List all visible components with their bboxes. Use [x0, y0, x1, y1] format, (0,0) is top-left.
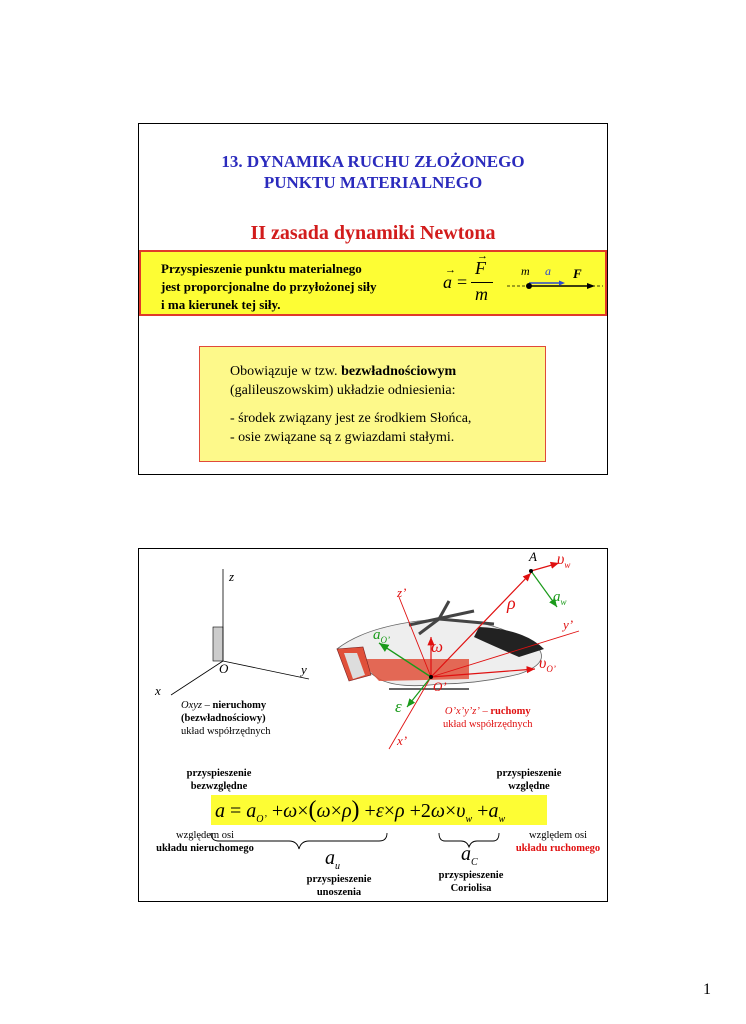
vw-symbol: υ: [557, 551, 565, 568]
f-times1: ×: [297, 800, 309, 822]
au-a: a: [325, 847, 335, 869]
fixed-axes-line1: względem osi: [175, 830, 235, 841]
moving-frame-type: ruchomy: [490, 706, 531, 717]
info-bullet1: - środek związany jest ze środkiem Słońca,: [230, 411, 472, 426]
f-times3: ×: [383, 800, 395, 822]
f-plus4: +: [477, 800, 489, 822]
aO-sub: O’: [380, 635, 390, 645]
omega-label: ω: [431, 637, 444, 656]
axis-z-prime-label: z’: [397, 585, 407, 600]
f-omega1: ω: [283, 800, 298, 822]
fixed-frame-caption: [181, 699, 271, 738]
moving-frame-dash: –: [479, 706, 491, 717]
transport-line2: unoszenia: [316, 887, 362, 898]
absolute-accel-line1: przyspieszenie: [186, 768, 252, 779]
fixed-frame-dash: –: [202, 700, 213, 711]
slide-title-line1: 13. DYNAMIKA RUCHU ZŁOŻONEGO: [221, 152, 525, 171]
au-sub: u: [335, 861, 340, 872]
force-diagram: [507, 260, 607, 300]
velocity-vw-label: [557, 551, 570, 570]
fixed-frame-name: Oxyz: [181, 700, 202, 711]
info-line1: [230, 362, 471, 381]
transport-accel-symbol: [325, 847, 340, 872]
slide-title-line2: PUNKTU MATERIALNEGO: [263, 173, 483, 192]
moving-axes-line1: względem osi: [528, 830, 588, 841]
info-line1-pre: Obowiązuje w tzw.: [230, 364, 342, 379]
fixed-axes-caption: [145, 829, 265, 855]
aw-symbol: a: [553, 589, 561, 605]
aw-sub: w: [560, 597, 567, 607]
f-rparen: ): [351, 797, 360, 823]
moving-frame-caption: [443, 705, 533, 731]
vO-sub: O’: [546, 664, 556, 675]
velocity-vO-label: [539, 655, 556, 674]
f-a: a: [215, 800, 225, 822]
diagram-a: a: [545, 264, 551, 278]
rho-label: ρ: [507, 593, 516, 613]
coriolis-accel-caption: [421, 869, 521, 895]
info-text: [230, 362, 471, 447]
axis-z-label: z: [229, 569, 235, 584]
axis-y-label: y: [301, 662, 307, 677]
axis-y-prime-label: y’: [563, 617, 574, 632]
transport-accel-caption: [289, 873, 389, 899]
epsilon-label: ε: [395, 697, 402, 716]
law-line3: i ma kierunek tej siły.: [161, 297, 281, 312]
axis-x-prime-label: x’: [397, 733, 408, 748]
f-v-sub: w: [465, 814, 473, 825]
f-two: 2: [420, 800, 431, 822]
vO-symbol: υ: [539, 655, 547, 672]
f-omega3: ω: [430, 800, 446, 822]
newton-law-box: [139, 250, 607, 316]
inertial-frame-box: [199, 346, 546, 462]
f-aw: a: [488, 800, 499, 822]
slide-composite-motion: [138, 548, 608, 902]
f-aO-sub: O’: [256, 814, 267, 825]
f-rho1: ρ: [341, 800, 352, 822]
f-v: υ: [456, 800, 466, 822]
fixed-frame-inertial: (bezwładnościowy): [181, 713, 266, 724]
relative-accel-line2: względne: [508, 781, 550, 792]
diagram-m: m: [521, 264, 530, 278]
slide-subtitle: II zasada dynamiki Newtona: [250, 222, 496, 244]
f-eps: ε: [375, 800, 384, 822]
coriolis-accel-symbol: [461, 843, 478, 868]
moving-frame-desc: układ współrzędnych: [443, 719, 533, 730]
f-lparen: (: [308, 797, 317, 823]
diagram-F: F: [573, 266, 582, 281]
moving-frame-name: O’x’y’z’: [444, 706, 480, 717]
f-rho2: ρ: [395, 800, 405, 822]
newton-formula: [441, 250, 501, 308]
law-line1: Przyspieszenie punktu materialnego: [161, 261, 362, 276]
f-times2: ×: [330, 800, 342, 822]
f-omega2: ω: [316, 800, 331, 822]
info-line1-bold: bezwładnościowym: [341, 364, 457, 379]
fixed-frame-type: nieruchomy: [212, 700, 267, 711]
f-times4: ×: [445, 800, 457, 822]
origin-O-prime-label: O’: [433, 679, 447, 694]
f-aw-sub: w: [498, 814, 506, 825]
fraction-bar: [471, 282, 493, 283]
slide-newton-law: [138, 123, 608, 475]
vector-arrow-icon: →: [445, 264, 456, 276]
f-aO: a: [246, 800, 257, 822]
coriolis-line1: przyspieszenie: [438, 870, 504, 881]
moving-axes-line2: układu ruchomego: [515, 843, 601, 854]
accel-aO-label: [373, 627, 390, 645]
absolute-accel-line2: bezwzględne: [190, 781, 248, 792]
vector-arrow-icon: →: [477, 250, 488, 262]
accel-aw-label: [553, 589, 567, 607]
coriolis-line2: Coriolisa: [450, 883, 492, 894]
ac-a: a: [461, 843, 471, 865]
f-plus3: +: [409, 800, 421, 822]
point-A-label: A: [529, 549, 537, 564]
f-plus2: +: [364, 800, 376, 822]
moving-axes-caption: [503, 829, 613, 855]
acceleration-formula: [211, 795, 547, 825]
fixed-frame-desc: układ współrzędnych: [181, 726, 271, 737]
f-plus1: +: [271, 800, 284, 822]
absolute-accel-caption: [169, 767, 269, 793]
formula-a: a: [443, 272, 452, 292]
info-line2: (galileuszowskim) układzie odniesienia:: [230, 383, 456, 398]
relative-accel-line1: przyspieszenie: [496, 768, 562, 779]
info-bullet2: - osie związane są z gwiazdami stałymi.: [230, 430, 455, 445]
formula-F: F: [475, 258, 486, 278]
page-number: 1: [703, 981, 711, 998]
fixed-axes-line2: układu nieruchomego: [156, 843, 254, 854]
f-eq: =: [230, 800, 242, 822]
law-statement: [161, 260, 376, 314]
fixed-frame: [171, 569, 309, 695]
aO-symbol: a: [373, 627, 381, 643]
law-line2: jest proporcjonalne do przyłożonej siły: [161, 279, 377, 294]
transport-line1: przyspieszenie: [306, 874, 372, 885]
formula-m: m: [475, 284, 488, 304]
ac-sub: C: [471, 857, 478, 868]
vw-sub: w: [564, 560, 571, 571]
relative-accel-caption: [479, 767, 579, 793]
formula-eq: =: [457, 272, 468, 292]
origin-O-label: O: [219, 661, 229, 676]
axis-x-label: x: [155, 683, 161, 698]
